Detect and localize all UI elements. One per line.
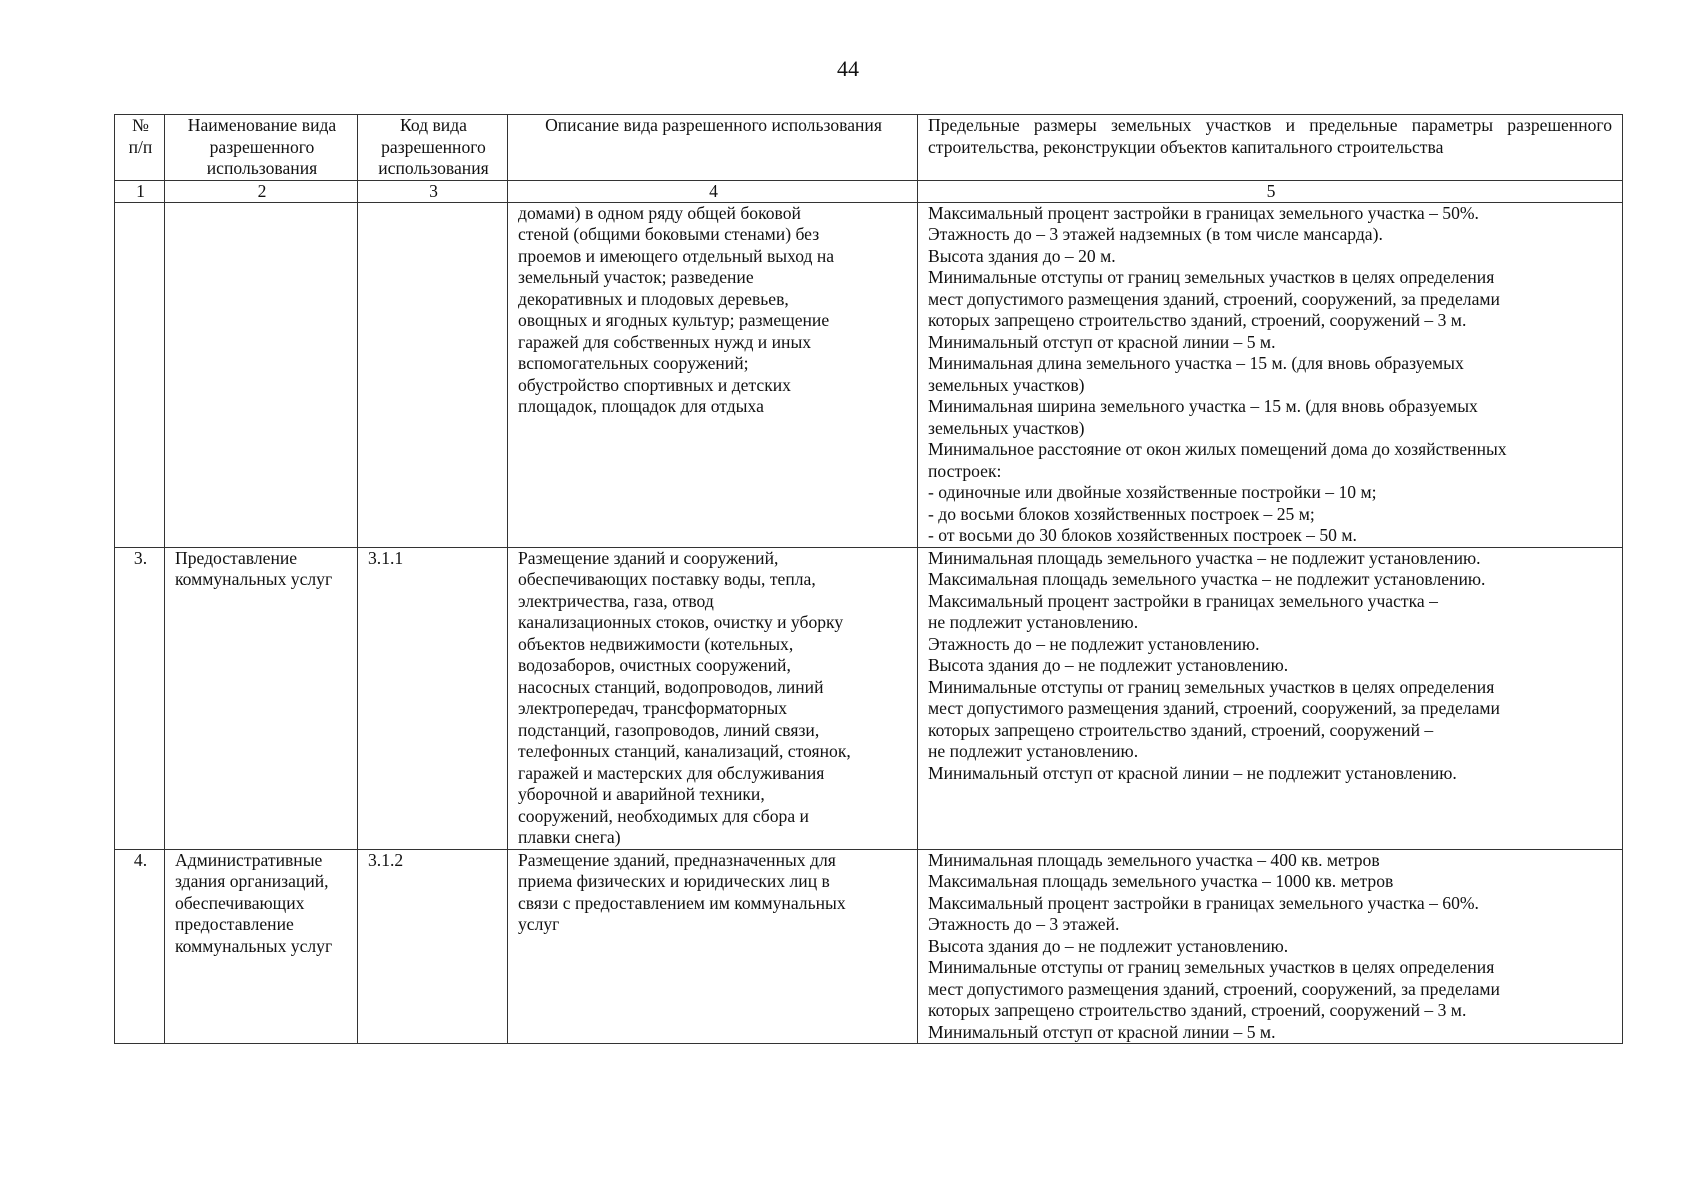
column-number: 4 (508, 180, 918, 202)
cell-line: водозаборов, очистных сооружений, (518, 655, 791, 675)
cell-line: Минимальная площадь земельного участка – не подлежит установлению. (928, 547, 1481, 568)
cell-line: сооружений, необходимых для сбора и (518, 805, 809, 826)
use-code: 3.1.2 (358, 849, 508, 1044)
table-row (115, 202, 1623, 547)
use-parameters (918, 849, 1623, 1044)
row-number (115, 202, 165, 547)
cell-line: проемов и имеющего отдельный выход на (518, 245, 835, 266)
row-number: 3. (115, 547, 165, 849)
cell-line: Размещение зданий и сооружений, (518, 547, 779, 568)
header-use-name: Наименование вида разрешенного использования (165, 115, 358, 181)
cell-line: не подлежит установлению. (928, 741, 1139, 761)
use-description (508, 202, 918, 547)
cell-line: Высота здания до – не подлежит установлению. (928, 935, 1289, 956)
cell-line: которых запрещено строительство зданий, строений, сооружений – 3 м. (928, 310, 1467, 330)
cell-line: уборочной и аварийной техники, (518, 784, 765, 804)
cell-line: Максимальный процент застройки в границах земельного участка – (928, 590, 1438, 611)
cell-line: обеспечивающих поставку воды, тепла, (518, 569, 816, 589)
table-row (115, 547, 1623, 849)
cell-line: овощных и ягодных культур; размещение (518, 310, 830, 330)
column-number: 5 (918, 180, 1623, 202)
cell-line: мест допустимого размещения зданий, строений, сооружений, за пределами (928, 698, 1500, 718)
cell-line: стеной (общими боковыми стенами) без (518, 224, 820, 244)
cell-line: Минимальная ширина земельного участка – 15 м. (для вновь образуемых (928, 396, 1478, 416)
cell-line: подстанций, газопроводов, линий связи, (518, 719, 820, 740)
header-row (115, 115, 1623, 181)
use-name: Административные здания организаций, обеспечивающих предоставление коммунальных услуг (165, 849, 358, 1044)
cell-line: - одиночные или двойные хозяйственные постройки – 10 м; (928, 482, 1377, 502)
use-code: 3.1.1 (358, 547, 508, 849)
cell-line: гаражей для собственных нужд и иных (518, 331, 812, 352)
cell-line: Минимальные отступы от границ земельных участков в целях определения (928, 676, 1495, 697)
cell-line: электропередач, трансформаторных (518, 698, 788, 718)
use-description (508, 547, 918, 849)
cell-line: Высота здания до – не подлежит установлению. (928, 655, 1289, 675)
cell-line: мест допустимого размещения зданий, строений, сооружений, за пределами (928, 288, 1500, 309)
cell-line: Высота здания до – 20 м. (928, 245, 1116, 266)
cell-line: домами) в одном ряду общей боковой (518, 202, 801, 223)
page-number: 44 (837, 56, 859, 81)
cell-line: объектов недвижимости (котельных, (518, 633, 794, 654)
cell-line: Минимальный отступ от красной линии – 5 м. (928, 1021, 1276, 1042)
cell-line: канализационных стоков, очистку и уборку (518, 612, 844, 632)
cell-line: которых запрещено строительство зданий, строений, сооружений – (928, 719, 1434, 740)
cell-line: обустройство спортивных и детских (518, 374, 791, 395)
table-body (115, 202, 1623, 1044)
cell-line: Максимальная площадь земельного участка – не подлежит установлению. (928, 569, 1486, 589)
use-description (508, 849, 918, 1044)
use-parameters (918, 202, 1623, 547)
cell-line: декоративных и плодовых деревьев, (518, 288, 789, 309)
cell-line: Минимальная площадь земельного участка – 400 кв. метров (928, 849, 1380, 870)
cell-line: земельный участок; разведение (518, 267, 754, 287)
cell-line: насосных станций, водопроводов, линий (518, 676, 824, 697)
cell-line: построек: (928, 460, 1002, 481)
cell-line: Этажность до – 3 этажей. (928, 914, 1120, 934)
cell-line: - от восьми до 30 блоков хозяйственных построек – 50 м. (928, 525, 1357, 545)
cell-line: Размещение зданий, предназначенных для (518, 849, 836, 870)
cell-line: Минимальные отступы от границ земельных участков в целях определения (928, 957, 1495, 977)
cell-line: вспомогательных сооружений; (518, 353, 749, 373)
header-use-code: Код вида разрешенного использования (358, 115, 508, 181)
use-code (358, 202, 508, 547)
cell-line: электричества, газа, отвод (518, 590, 714, 611)
column-number: 3 (358, 180, 508, 202)
header-use-description: Описание вида разрешенного использования (508, 115, 918, 181)
cell-line: Максимальная площадь земельного участка – 1000 кв. метров (928, 871, 1394, 891)
column-number: 1 (115, 180, 165, 202)
column-number: 2 (165, 180, 358, 202)
cell-line: телефонных станций, канализаций, стоянок, (518, 741, 851, 761)
cell-line: Минимальный отступ от красной линии – 5 м. (928, 331, 1276, 352)
land-use-table (114, 114, 1623, 1044)
cell-line: площадок, площадок для отдыха (518, 396, 764, 416)
cell-line: не подлежит установлению. (928, 612, 1139, 632)
use-parameters (918, 547, 1623, 849)
column-number-row (115, 180, 1623, 202)
cell-line: Этажность до – не подлежит установлению. (928, 633, 1260, 654)
cell-line: гаражей и мастерских для обслуживания (518, 762, 825, 783)
cell-line: которых запрещено строительство зданий, строений, сооружений – 3 м. (928, 1000, 1467, 1020)
cell-line: - до восьми блоков хозяйственных построек – 25 м; (928, 503, 1315, 524)
cell-line: мест допустимого размещения зданий, строений, сооружений, за пределами (928, 978, 1500, 999)
cell-line: Максимальный процент застройки в границах земельного участка – 60%. (928, 892, 1479, 913)
cell-line: Этажность до – 3 этажей надземных (в том числе мансарда). (928, 224, 1383, 244)
cell-line: Минимальное расстояние от окон жилых помещений дома до хозяйственных (928, 439, 1507, 459)
use-name (165, 202, 358, 547)
cell-line: связи с предоставлением им коммунальных (518, 892, 846, 913)
header-limits: Предельные размеры земельных участков и предельные параметры разрешенного строительства, реконструкции объектов капитального строительства (918, 115, 1623, 181)
cell-line: Минимальные отступы от границ земельных участков в целях определения (928, 267, 1495, 287)
header-number: № п/п (115, 115, 165, 181)
cell-line: приема физических и юридических лиц в (518, 871, 830, 891)
cell-line: Максимальный процент застройки в границах земельного участка – 50%. (928, 202, 1479, 223)
row-number: 4. (115, 849, 165, 1044)
cell-line: земельных участков) (928, 374, 1085, 395)
cell-line: Минимальная длина земельного участка – 15 м. (для вновь образуемых (928, 353, 1464, 373)
cell-line: услуг (518, 914, 560, 934)
cell-line: земельных участков) (928, 417, 1085, 438)
use-name: Предоставление коммунальных услуг (165, 547, 358, 849)
table-row (115, 849, 1623, 1044)
cell-line: плавки снега) (518, 827, 621, 847)
cell-line: Минимальный отступ от красной линии – не подлежит установлению. (928, 762, 1457, 783)
